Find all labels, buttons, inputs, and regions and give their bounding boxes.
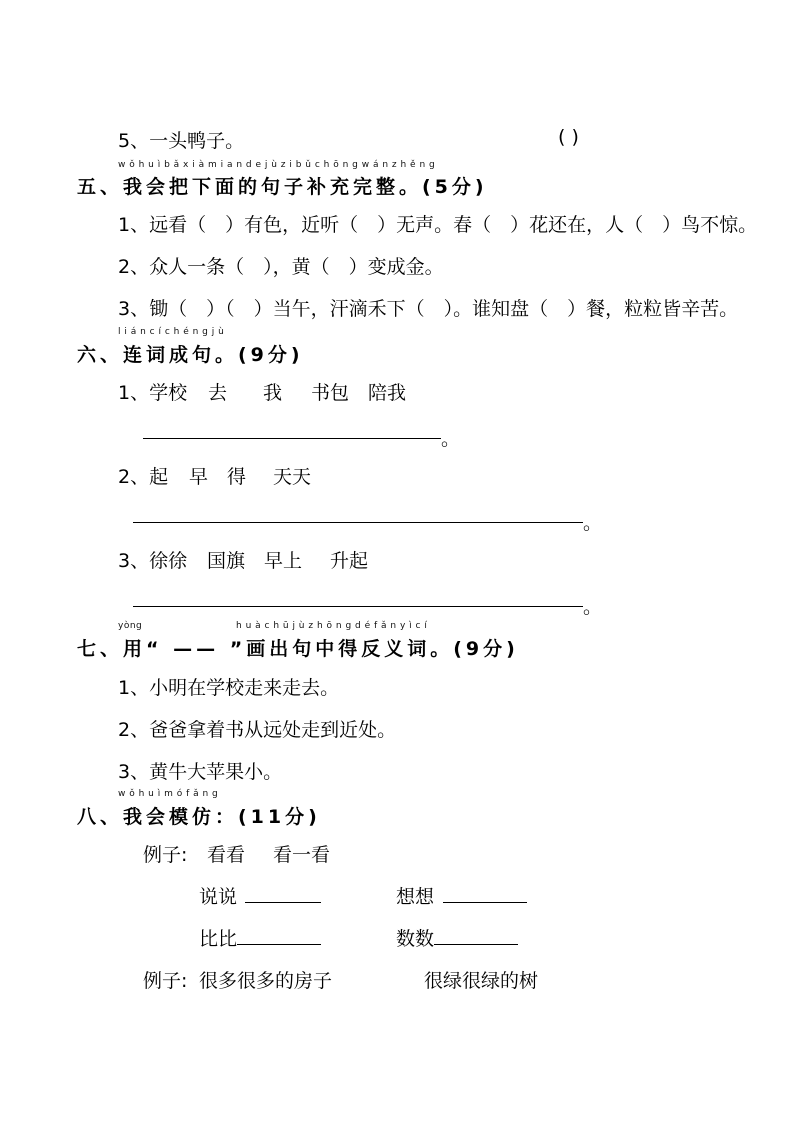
section-6-item-3-word-4: 升起: [330, 550, 369, 572]
blank-item-3-label: 比比: [199, 928, 238, 950]
section-6-item-1-word-4: 书包: [311, 382, 350, 404]
section-6-item-3-word-3: 早上: [264, 550, 303, 572]
blank-item-4-label: 数数: [396, 928, 435, 950]
q5-answer-paren: ( ): [558, 126, 579, 148]
section-6-item-1-word-1: 1、学校: [118, 382, 188, 404]
section-6-item-2-end: 。: [583, 512, 603, 534]
example-2-label: 例子:: [143, 970, 188, 992]
section-6-item-3-word-1: 3、徐徐: [118, 550, 188, 572]
section-7-pinyin-b: h u à c h ū j ù z h ō n g d é f ǎ n y ì c í: [236, 621, 428, 631]
section-6-answer-line-3[interactable]: [133, 606, 583, 607]
section-5-item-3: 3、锄（ ）（ ）当午，汗滴禾下（ ）。谁知盘（ ）餐，粒粒皆辛苦。: [118, 298, 739, 320]
blank-item-1-label: 说说: [199, 886, 238, 908]
section-6-item-2-word-3: 得: [227, 466, 247, 488]
section-6-item-1-word-2: 去: [208, 382, 228, 404]
section-6-item-2-word-2: 早: [189, 466, 209, 488]
section-6-item-3-end: 。: [583, 596, 603, 618]
section-7-item-1: 1、小明在学校走来走去。: [118, 677, 340, 699]
blank-item-1-line[interactable]: [245, 902, 321, 903]
blank-item-2-label: 想想: [396, 886, 435, 908]
section-5-item-2: 2、众人一条（ ），黄（ ）变成金。: [118, 256, 444, 278]
section-6-item-3-word-2: 国旗: [207, 550, 246, 572]
example-2-a: 很多很多的房子: [199, 970, 333, 992]
section-8-pinyin: w ǒ h u ì m ó f ǎ n g: [118, 789, 219, 799]
section-7-item-3: 3、黄牛大苹果小。: [118, 761, 283, 783]
section-6-answer-line-2[interactable]: [133, 522, 583, 523]
example-1-a: 看看: [207, 844, 246, 866]
section-6-item-2-word-4: 天天: [273, 466, 312, 488]
example-1-label: 例子:: [143, 844, 188, 866]
section-7-pinyin-a: yòng: [118, 621, 143, 631]
section-6-item-1-word-3: 我: [263, 382, 283, 404]
example-1-b: 看一看: [273, 844, 331, 866]
section-7-item-2: 2、爸爸拿着书从远处走到近处。: [118, 719, 397, 741]
section-7-title: 七、用“ —— ”画出句中得反义词。(9分): [77, 638, 519, 660]
section-6-pinyin: l i á n c í c h é n g j ù: [118, 327, 225, 337]
blank-item-2-line[interactable]: [443, 902, 527, 903]
section-5-pinyin: w ǒ h u ì b ǎ x i à m i a n d e j ù z i b ǔ c h ō n g w á n z h ě n g: [118, 160, 436, 170]
section-6-answer-line-1[interactable]: [143, 438, 441, 439]
blank-item-3-line[interactable]: [237, 944, 321, 945]
section-8-title: 八、我会模仿：(11分): [77, 806, 321, 828]
section-6-item-1-end: 。: [441, 428, 461, 450]
blank-item-4-line[interactable]: [434, 944, 518, 945]
example-2-b: 很绿很绿的树: [424, 970, 539, 992]
q5-item-text: 5、一头鸭子。: [118, 130, 245, 152]
section-5-item-1: 1、远看（ ）有色，近听（ ）无声。春（ ）花还在，人（ ）鸟不惊。: [118, 214, 758, 236]
section-6-title: 六、连词成句。(9分): [77, 344, 304, 366]
section-6-item-1-word-5: 陪我: [368, 382, 407, 404]
section-5-title: 五、我会把下面的句子补充完整。(5分): [77, 176, 488, 198]
section-6-item-2-word-1: 2、起: [118, 466, 169, 488]
